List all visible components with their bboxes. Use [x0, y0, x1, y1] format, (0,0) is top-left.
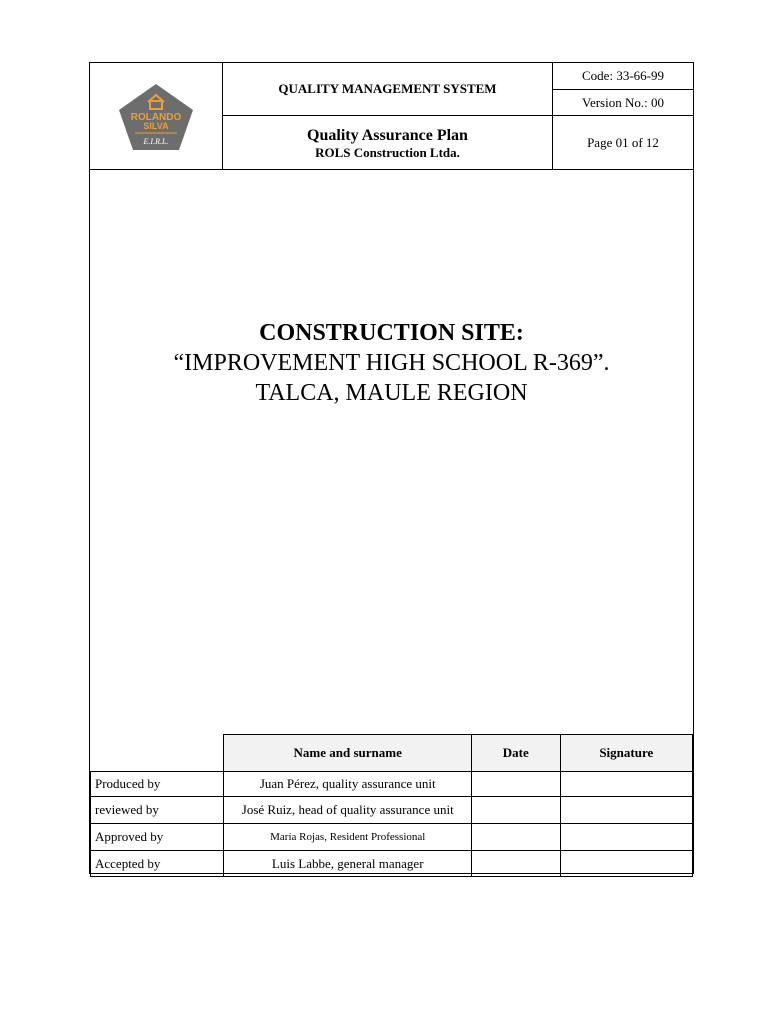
site-location: TALCA, MAULE REGION: [255, 380, 528, 406]
document-frame: [89, 62, 694, 874]
logo-text-line2: SILVA: [143, 120, 169, 131]
logo-text-line3: E.I.R.L.: [143, 136, 169, 146]
row-signature: [560, 797, 692, 824]
site-title-block: [90, 318, 693, 408]
row-name: María Rojas, Resident Professional: [224, 824, 472, 851]
row-date: [472, 772, 561, 797]
row-name: Juan Pérez, quality assurance unit: [224, 772, 472, 797]
header-signature: Signature: [560, 735, 692, 772]
table-row: [91, 797, 693, 824]
header-divider: [90, 169, 693, 170]
company-logo: [117, 82, 195, 152]
logo-cell: [90, 63, 223, 170]
table-row: [91, 824, 693, 851]
plan-title-cell: [223, 116, 552, 170]
row-role: Approved by: [91, 824, 224, 851]
row-name: Luis Labbe, general manager: [224, 851, 472, 877]
approvals-table: [90, 734, 693, 877]
approvals-corner: [91, 735, 224, 772]
approvals-header-row: [91, 735, 693, 772]
logo-text-line1: ROLANDO: [130, 111, 182, 123]
table-row: [91, 772, 693, 797]
row-date: [472, 824, 561, 851]
document-version: Version No.: 00: [552, 90, 693, 116]
row-role: Produced by: [91, 772, 224, 797]
header-name: Name and surname: [224, 735, 472, 772]
page-number: Page 01 of 12: [552, 116, 693, 170]
row-signature: [560, 824, 692, 851]
document-code: Code: 33-66-99: [552, 63, 693, 90]
row-date: [472, 851, 561, 877]
row-date: [472, 797, 561, 824]
system-title: QUALITY MANAGEMENT SYSTEM: [223, 63, 552, 116]
row-role: reviewed by: [91, 797, 224, 824]
table-row: [91, 851, 693, 877]
row-signature: [560, 851, 692, 877]
row-role: Accepted by: [91, 851, 224, 877]
header-date: Date: [472, 735, 561, 772]
row-name: José Ruiz, head of quality assurance unit: [224, 797, 472, 824]
row-signature: [560, 772, 692, 797]
site-project-name: “IMPROVEMENT HIGH SCHOOL R-369”.: [173, 350, 610, 376]
company-name: ROLS Construction Ltda.: [315, 144, 460, 160]
site-title-heading: CONSTRUCTION SITE:: [259, 320, 524, 346]
plan-title: Quality Assurance Plan: [307, 126, 468, 144]
document-header: [90, 63, 693, 170]
